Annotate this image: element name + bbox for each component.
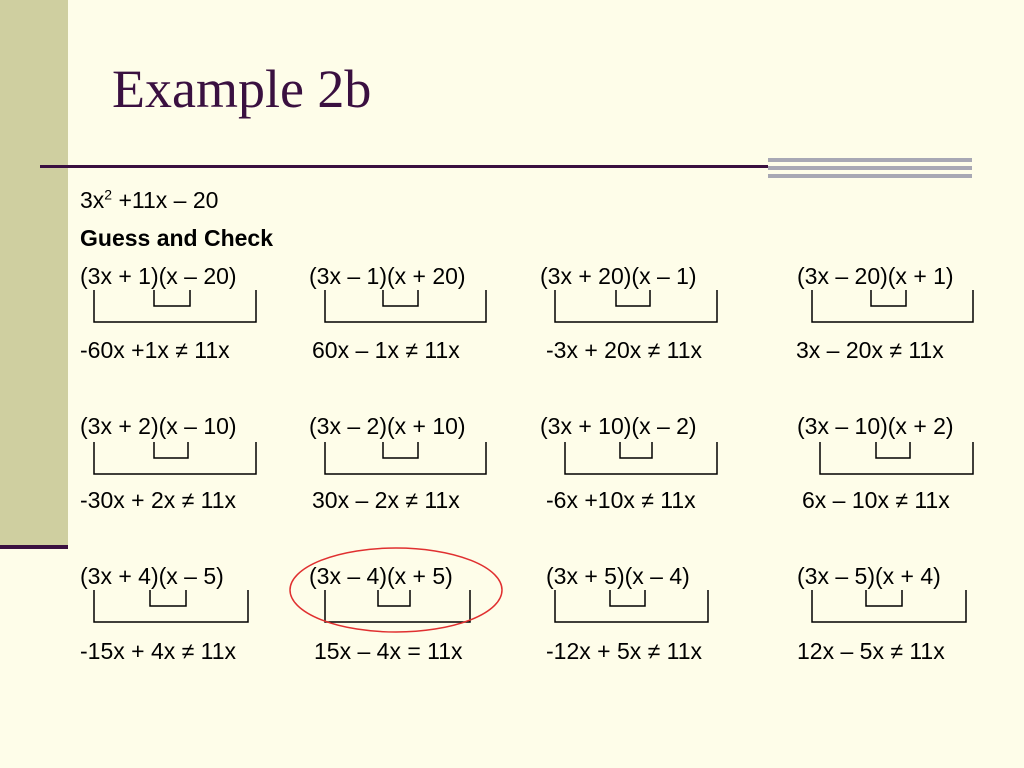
factor-pair: (3x – 5)(x + 4) <box>797 563 941 589</box>
slide-title: Example 2b <box>112 59 372 119</box>
factor-pair: (3x + 1)(x – 20) <box>80 263 237 289</box>
method-heading: Guess and Check <box>80 225 274 251</box>
factor-pair: (3x + 5)(x – 4) <box>546 563 690 589</box>
check-result: 3x – 20x ≠ 11x <box>796 337 944 363</box>
check-result: 12x – 5x ≠ 11x <box>797 638 945 664</box>
check-result: 60x – 1x ≠ 11x <box>312 337 460 363</box>
check-result: -30x + 2x ≠ 11x <box>80 487 237 513</box>
answer-circle-ellipse <box>290 548 502 632</box>
check-result: -6x +10x ≠ 11x <box>546 487 696 513</box>
factor-pair-highlighted: (3x – 4)(x + 5) <box>309 563 453 589</box>
polynomial-lead: 3x <box>80 187 105 213</box>
check-result: -12x + 5x ≠ 11x <box>546 638 703 664</box>
polynomial-rest: +11x – 20 <box>112 187 219 213</box>
check-result: 6x – 10x ≠ 11x <box>802 487 950 513</box>
polynomial-exponent: 2 <box>104 186 113 203</box>
factor-pair: (3x – 10)(x + 2) <box>797 413 954 439</box>
factor-pair: (3x + 2)(x – 10) <box>80 413 237 439</box>
factor-pair: (3x – 20)(x + 1) <box>797 263 954 289</box>
check-result: 30x – 2x ≠ 11x <box>312 487 460 513</box>
factor-pair: (3x – 2)(x + 10) <box>309 413 466 439</box>
factor-pair: (3x – 1)(x + 20) <box>309 263 466 289</box>
factor-pair: (3x + 20)(x – 1) <box>540 263 697 289</box>
check-result: -60x +1x ≠ 11x <box>80 337 230 363</box>
check-result: -3x + 20x ≠ 11x <box>546 337 703 363</box>
factor-pair: (3x + 10)(x – 2) <box>540 413 697 439</box>
factor-pair: (3x + 4)(x – 5) <box>80 563 224 589</box>
check-result: -15x + 4x ≠ 11x <box>80 638 237 664</box>
check-result-correct: 15x – 4x = 11x <box>314 638 463 664</box>
